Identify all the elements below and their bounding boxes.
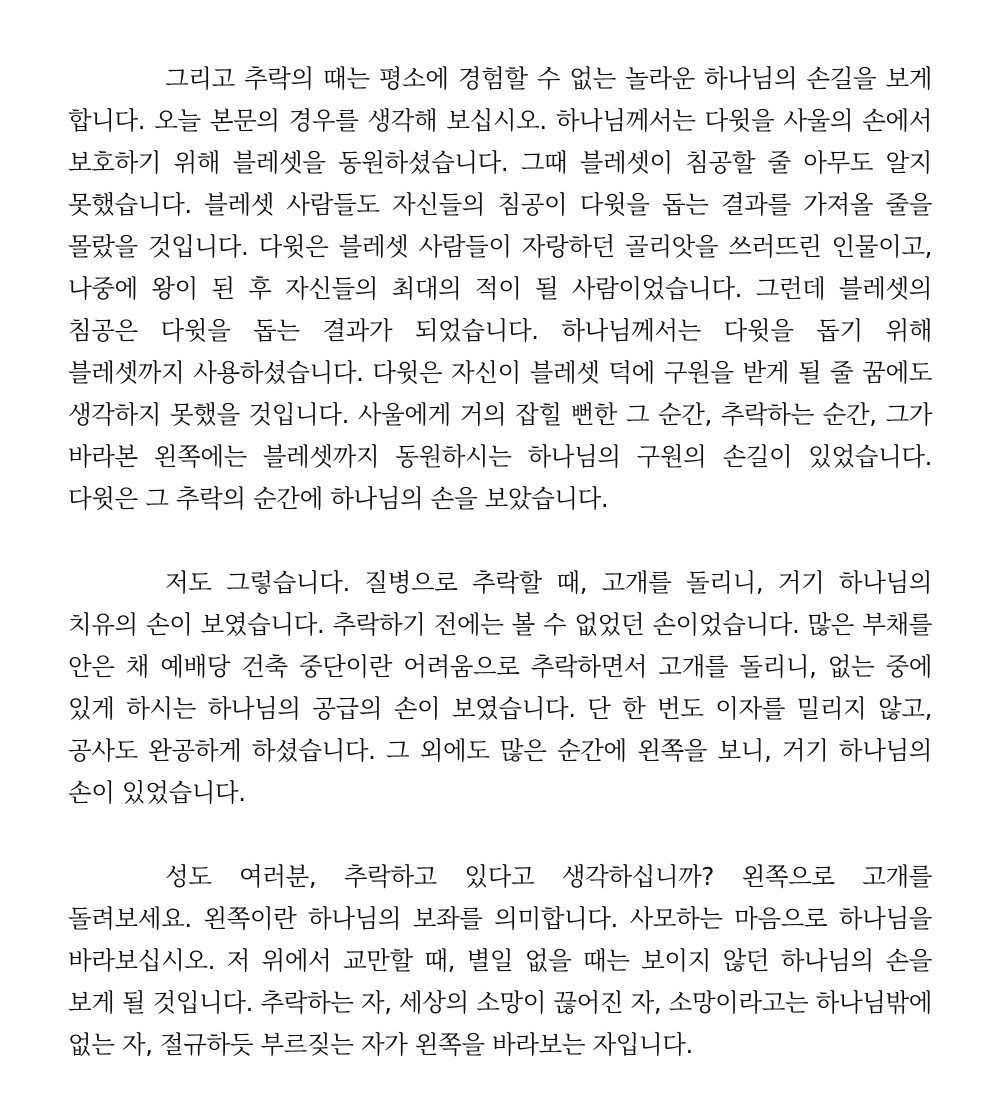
paragraph-2: 저도 그렇습니다. 질병으로 추락할 때, 고개를 돌리니, 거기 하나님의 치유의 손이 보였습니다. 추락하기 전에는 볼 수 없었던 손이었습니다. 많은 부채를 안은 채 예배당 건축 중단이란 어려움으로 추락하면서 고개를 돌리니, 없는 중에 있게 하시는 하나님의 공급의 손이 보였습니다. 단 한 번도 이자를 밀리지 않고, 공사도 완공하게 하셨습니다. 그 외에도 많은 순간에 왼쪽을 보니, 거기 하나님의 손이 있었습니다. [68,568,932,807]
paragraph-3: 성도 여러분, 추락하고 있다고 생각하십니까? 왼쪽으로 고개를 돌려보세요. 왼쪽이란 하나님의 보좌를 의미합니다. 사모하는 마음으로 하나님을 바라보십시오. 저 위에서 교만할 때, 별일 없을 때는 보이지 않던 하나님의 손을 보게 될 것입니다. 추락하는 자, 세상의 소망이 끊어진 자, 소망이라고는 하나님밖에 없는 자, 절규하듯 부르짖는 자가 왼쪽을 바라보는 자입니다. [68,862,932,1059]
paragraph-1: 그리고 추락의 때는 평소에 경험할 수 없는 놀라운 하나님의 손길을 보게 합니다. 오늘 본문의 경우를 생각해 보십시오. 하나님께서는 다윗을 사울의 손에서 보호하기 위해 블레셋을 동원하셨습니다. 그때 블레셋이 침공할 줄 아무도 알지 못했습니다. 블레셋 사람들도 자신들의 침공이 다윗을 돕는 결과를 가져올 줄을 몰랐을 것입니다. 다윗은 블레셋 사람들이 자랑하던 골리앗을 쓰러뜨린 인물이고, 나중에 왕이 된 후 자신들의 최대의 적이 될 사람이었습니다. 그런데 블레셋의 침공은 다윗을 돕는 결과가 되었습니다. 하나님께서는 다윗을 돕기 위해 블레셋까지 사용하셨습니다. 다윗은 자신이 블레셋 덕에 구원을 받게 될 줄 꿈에도 생각하지 못했을 것입니다. 사울에게 거의 잡힐 뻔한 그 순간, 추락하는 순간, 그가 바라본 왼쪽에는 블레셋까지 동원하시는 하나님의 구원의 손길이 있었습니다. 다윗은 그 추락의 순간에 하나님의 손을 보았습니다. [68,64,932,513]
